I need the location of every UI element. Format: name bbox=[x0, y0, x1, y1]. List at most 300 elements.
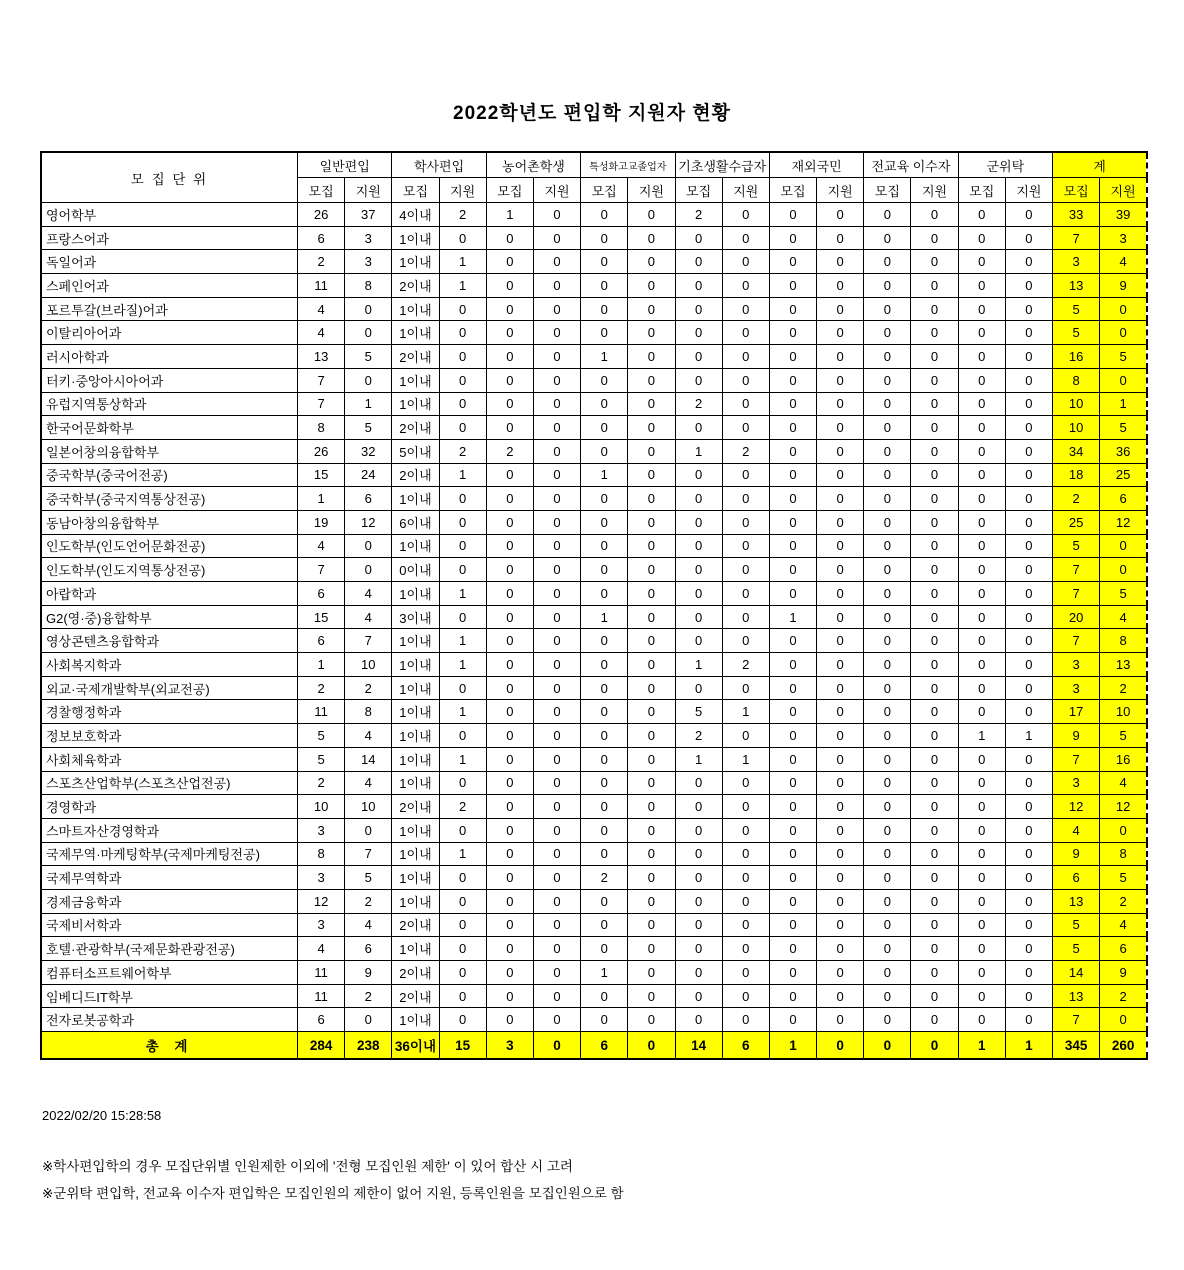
value-cell: 33 bbox=[1053, 203, 1100, 227]
value-cell: 0 bbox=[1005, 700, 1052, 724]
value-cell: 0 bbox=[722, 582, 769, 606]
footnote-bachelor-transfer: ※학사편입학의 경우 모집단위별 인원제한 이외에 '전형 모집인원 제한' 이 있어 합산 시 고려 bbox=[42, 1159, 573, 1175]
footnote-military-transfer: ※군위탁 편입학, 전교육 이수자 편입학은 모집인원의 제한이 없어 지원, 등록인원을 모집인원으로 함 bbox=[42, 1186, 624, 1202]
table-header bbox=[41, 152, 1147, 203]
table-row bbox=[41, 724, 1147, 748]
value-cell: 0 bbox=[769, 747, 816, 771]
value-cell: 0 bbox=[911, 724, 958, 748]
value-cell: 0 bbox=[722, 534, 769, 558]
value-cell: 0 bbox=[769, 274, 816, 298]
value-cell: 0 bbox=[958, 700, 1005, 724]
unit-name-cell: 스포츠산업학부(스포츠산업전공) bbox=[41, 771, 298, 795]
value-cell: 0 bbox=[1005, 961, 1052, 985]
value-cell: 0 bbox=[722, 795, 769, 819]
value-cell: 0 bbox=[345, 1008, 392, 1032]
value-cell: 0 bbox=[864, 439, 911, 463]
value-cell: 0 bbox=[958, 913, 1005, 937]
value-cell: 0 bbox=[439, 416, 486, 440]
value-cell: 0 bbox=[533, 274, 580, 298]
value-cell: 0 bbox=[769, 345, 816, 369]
value-cell: 8 bbox=[298, 416, 345, 440]
value-cell: 0 bbox=[486, 842, 533, 866]
value-cell: 2 bbox=[298, 250, 345, 274]
value-cell: 12 bbox=[1100, 795, 1147, 819]
value-cell: 1이내 bbox=[392, 747, 439, 771]
value-cell: 0 bbox=[769, 866, 816, 890]
value-cell: 1이내 bbox=[392, 297, 439, 321]
table-row bbox=[41, 700, 1147, 724]
value-cell: 0 bbox=[675, 321, 722, 345]
value-cell: 0 bbox=[769, 582, 816, 606]
table-body bbox=[41, 203, 1147, 1060]
value-cell: 15 bbox=[439, 1032, 486, 1060]
sub-header: 지원 bbox=[345, 178, 392, 203]
group-header: 전교육 이수자 bbox=[864, 152, 958, 178]
value-cell: 0 bbox=[864, 842, 911, 866]
value-cell: 3 bbox=[298, 866, 345, 890]
value-cell: 4 bbox=[298, 937, 345, 961]
sub-header: 모집 bbox=[581, 178, 628, 203]
value-cell: 7 bbox=[298, 368, 345, 392]
value-cell: 0 bbox=[628, 889, 675, 913]
value-cell: 0 bbox=[581, 629, 628, 653]
value-cell: 8 bbox=[345, 274, 392, 298]
value-cell: 0 bbox=[722, 937, 769, 961]
value-cell: 1이내 bbox=[392, 368, 439, 392]
value-cell: 10 bbox=[298, 795, 345, 819]
value-cell: 5 bbox=[298, 724, 345, 748]
value-cell: 0 bbox=[581, 795, 628, 819]
value-cell: 0 bbox=[1005, 676, 1052, 700]
group-header: 재외국민 bbox=[769, 152, 863, 178]
value-cell: 0 bbox=[911, 700, 958, 724]
value-cell: 0 bbox=[722, 345, 769, 369]
value-cell: 0 bbox=[1005, 274, 1052, 298]
value-cell: 0 bbox=[958, 463, 1005, 487]
value-cell: 0 bbox=[817, 416, 864, 440]
value-cell: 2 bbox=[486, 439, 533, 463]
value-cell: 0 bbox=[864, 747, 911, 771]
value-cell: 7 bbox=[1053, 1008, 1100, 1032]
value-cell: 0 bbox=[722, 961, 769, 985]
value-cell: 0 bbox=[581, 558, 628, 582]
value-cell: 0 bbox=[769, 463, 816, 487]
value-cell: 0 bbox=[628, 866, 675, 890]
value-cell: 0 bbox=[958, 653, 1005, 677]
value-cell: 0 bbox=[864, 321, 911, 345]
value-cell: 0 bbox=[439, 297, 486, 321]
value-cell: 0 bbox=[1005, 795, 1052, 819]
value-cell: 8 bbox=[1053, 368, 1100, 392]
value-cell: 0 bbox=[675, 866, 722, 890]
value-cell: 1이내 bbox=[392, 724, 439, 748]
table-row bbox=[41, 392, 1147, 416]
value-cell: 0 bbox=[628, 984, 675, 1008]
value-cell: 0 bbox=[722, 676, 769, 700]
group-header: 특성화고교졸업자 bbox=[581, 152, 675, 178]
value-cell: 0 bbox=[911, 321, 958, 345]
value-cell: 10 bbox=[345, 653, 392, 677]
value-cell: 0 bbox=[1005, 487, 1052, 511]
value-cell: 10 bbox=[345, 795, 392, 819]
value-cell: 0 bbox=[769, 534, 816, 558]
unit-name-cell: 한국어문화학부 bbox=[41, 416, 298, 440]
value-cell: 0 bbox=[486, 700, 533, 724]
value-cell: 0 bbox=[722, 368, 769, 392]
value-cell: 0 bbox=[533, 582, 580, 606]
value-cell: 13 bbox=[1100, 653, 1147, 677]
value-cell: 0 bbox=[439, 534, 486, 558]
value-cell: 0 bbox=[675, 913, 722, 937]
value-cell: 0 bbox=[911, 368, 958, 392]
value-cell: 0 bbox=[345, 558, 392, 582]
value-cell: 3 bbox=[345, 226, 392, 250]
value-cell: 0 bbox=[722, 226, 769, 250]
value-cell: 0 bbox=[864, 416, 911, 440]
value-cell: 0 bbox=[958, 321, 1005, 345]
value-cell: 0 bbox=[864, 558, 911, 582]
value-cell: 7 bbox=[345, 842, 392, 866]
value-cell: 0 bbox=[628, 700, 675, 724]
value-cell: 0 bbox=[628, 439, 675, 463]
table-row bbox=[41, 605, 1147, 629]
unit-name-cell: 임베디드IT학부 bbox=[41, 984, 298, 1008]
table-row bbox=[41, 368, 1147, 392]
table-row bbox=[41, 345, 1147, 369]
value-cell: 0 bbox=[769, 439, 816, 463]
value-cell: 0 bbox=[581, 274, 628, 298]
value-cell: 0 bbox=[581, 913, 628, 937]
value-cell: 5 bbox=[1100, 416, 1147, 440]
value-cell: 25 bbox=[1053, 510, 1100, 534]
value-cell: 1이내 bbox=[392, 1008, 439, 1032]
value-cell: 0 bbox=[628, 582, 675, 606]
value-cell: 0 bbox=[675, 605, 722, 629]
table-row bbox=[41, 889, 1147, 913]
value-cell: 0 bbox=[675, 297, 722, 321]
value-cell: 13 bbox=[1053, 889, 1100, 913]
value-cell: 0 bbox=[628, 676, 675, 700]
value-cell: 0 bbox=[911, 487, 958, 511]
value-cell: 0 bbox=[911, 629, 958, 653]
value-cell: 0 bbox=[486, 250, 533, 274]
value-cell: 0 bbox=[911, 297, 958, 321]
value-cell: 3 bbox=[345, 250, 392, 274]
value-cell: 0 bbox=[722, 321, 769, 345]
unit-name-cell: 사회체육학과 bbox=[41, 747, 298, 771]
value-cell: 0 bbox=[581, 487, 628, 511]
value-cell: 6이내 bbox=[392, 510, 439, 534]
value-cell: 0 bbox=[533, 795, 580, 819]
value-cell: 0 bbox=[533, 416, 580, 440]
value-cell: 0 bbox=[675, 487, 722, 511]
value-cell: 2이내 bbox=[392, 961, 439, 985]
value-cell: 19 bbox=[298, 510, 345, 534]
value-cell: 0 bbox=[1005, 984, 1052, 1008]
unit-name-cell: 컴퓨터소프트웨어학부 bbox=[41, 961, 298, 985]
value-cell: 0 bbox=[817, 676, 864, 700]
sub-header: 모집 bbox=[958, 178, 1005, 203]
table-row bbox=[41, 913, 1147, 937]
value-cell: 0 bbox=[722, 889, 769, 913]
value-cell: 0 bbox=[533, 961, 580, 985]
value-cell: 0 bbox=[958, 368, 1005, 392]
value-cell: 0 bbox=[1005, 582, 1052, 606]
value-cell: 14 bbox=[675, 1032, 722, 1060]
value-cell: 3 bbox=[1053, 676, 1100, 700]
value-cell: 7 bbox=[1053, 558, 1100, 582]
value-cell: 0 bbox=[911, 961, 958, 985]
value-cell: 0 bbox=[1005, 913, 1052, 937]
value-cell: 0 bbox=[486, 534, 533, 558]
value-cell: 0 bbox=[958, 582, 1005, 606]
value-cell: 0 bbox=[439, 961, 486, 985]
value-cell: 0 bbox=[581, 321, 628, 345]
table-row bbox=[41, 676, 1147, 700]
value-cell: 0 bbox=[486, 582, 533, 606]
value-cell: 0 bbox=[439, 487, 486, 511]
value-cell: 1 bbox=[722, 747, 769, 771]
value-cell: 1 bbox=[675, 747, 722, 771]
value-cell: 0 bbox=[581, 510, 628, 534]
value-cell: 1 bbox=[439, 463, 486, 487]
value-cell: 0 bbox=[817, 534, 864, 558]
value-cell: 0 bbox=[958, 818, 1005, 842]
value-cell: 0 bbox=[958, 534, 1005, 558]
unit-name-cell: 총 계 bbox=[41, 1032, 298, 1060]
value-cell: 0 bbox=[628, 629, 675, 653]
value-cell: 6 bbox=[1100, 487, 1147, 511]
value-cell: 0 bbox=[439, 368, 486, 392]
value-cell: 238 bbox=[345, 1032, 392, 1060]
value-cell: 0 bbox=[817, 771, 864, 795]
value-cell: 0 bbox=[486, 297, 533, 321]
total-row bbox=[41, 1032, 1147, 1060]
value-cell: 0 bbox=[1005, 818, 1052, 842]
value-cell: 36이내 bbox=[392, 1032, 439, 1060]
value-cell: 1이내 bbox=[392, 534, 439, 558]
value-cell: 16 bbox=[1100, 747, 1147, 771]
value-cell: 0 bbox=[864, 676, 911, 700]
value-cell: 0 bbox=[1005, 510, 1052, 534]
unit-name-cell: 국제무역학과 bbox=[41, 866, 298, 890]
value-cell: 0 bbox=[722, 297, 769, 321]
value-cell: 5 bbox=[1053, 937, 1100, 961]
unit-name-cell: 국제비서학과 bbox=[41, 913, 298, 937]
value-cell: 0 bbox=[817, 558, 864, 582]
value-cell: 7 bbox=[1053, 582, 1100, 606]
value-cell: 0 bbox=[628, 818, 675, 842]
value-cell: 0 bbox=[533, 558, 580, 582]
value-cell: 0 bbox=[533, 937, 580, 961]
value-cell: 1 bbox=[581, 605, 628, 629]
value-cell: 0 bbox=[769, 961, 816, 985]
value-cell: 0 bbox=[958, 226, 1005, 250]
value-cell: 0 bbox=[1100, 534, 1147, 558]
value-cell: 0 bbox=[628, 842, 675, 866]
value-cell: 2 bbox=[1100, 676, 1147, 700]
value-cell: 0 bbox=[439, 1008, 486, 1032]
value-cell: 0 bbox=[1005, 605, 1052, 629]
value-cell: 17 bbox=[1053, 700, 1100, 724]
value-cell: 0 bbox=[864, 297, 911, 321]
value-cell: 0 bbox=[769, 392, 816, 416]
value-cell: 0 bbox=[864, 937, 911, 961]
value-cell: 0 bbox=[817, 984, 864, 1008]
value-cell: 4 bbox=[345, 605, 392, 629]
value-cell: 0 bbox=[628, 1008, 675, 1032]
value-cell: 1 bbox=[298, 653, 345, 677]
table-row bbox=[41, 795, 1147, 819]
value-cell: 1 bbox=[769, 605, 816, 629]
value-cell: 0 bbox=[911, 937, 958, 961]
value-cell: 3 bbox=[1100, 226, 1147, 250]
unit-name-cell: 국제무역·마케팅학부(국제마케팅전공) bbox=[41, 842, 298, 866]
sub-header: 모집 bbox=[675, 178, 722, 203]
value-cell: 0 bbox=[1005, 439, 1052, 463]
value-cell: 0 bbox=[1100, 818, 1147, 842]
value-cell: 4 bbox=[1100, 250, 1147, 274]
value-cell: 0 bbox=[817, 345, 864, 369]
value-cell: 11 bbox=[298, 700, 345, 724]
value-cell: 0 bbox=[769, 653, 816, 677]
value-cell: 0 bbox=[581, 203, 628, 227]
value-cell: 4 bbox=[345, 582, 392, 606]
value-cell: 0 bbox=[769, 984, 816, 1008]
value-cell: 0 bbox=[911, 510, 958, 534]
value-cell: 0 bbox=[958, 203, 1005, 227]
value-cell: 0 bbox=[722, 558, 769, 582]
value-cell: 0 bbox=[911, 889, 958, 913]
unit-name-cell: 터키·중앙아시아어과 bbox=[41, 368, 298, 392]
value-cell: 0 bbox=[486, 889, 533, 913]
unit-name-cell: 영상콘텐츠융합학과 bbox=[41, 629, 298, 653]
value-cell: 0 bbox=[486, 605, 533, 629]
value-cell: 0 bbox=[628, 297, 675, 321]
value-cell: 0 bbox=[581, 889, 628, 913]
group-header: 학사편입 bbox=[392, 152, 486, 178]
value-cell: 0 bbox=[533, 866, 580, 890]
value-cell: 0 bbox=[864, 392, 911, 416]
unit-name-cell: 정보보호학과 bbox=[41, 724, 298, 748]
value-cell: 1 bbox=[581, 345, 628, 369]
value-cell: 0 bbox=[864, 700, 911, 724]
value-cell: 0 bbox=[628, 250, 675, 274]
value-cell: 0 bbox=[345, 368, 392, 392]
unit-name-cell: 유럽지역통상학과 bbox=[41, 392, 298, 416]
value-cell: 0 bbox=[533, 605, 580, 629]
value-cell: 0 bbox=[675, 937, 722, 961]
value-cell: 0 bbox=[533, 889, 580, 913]
table-row bbox=[41, 439, 1147, 463]
value-cell: 0 bbox=[817, 961, 864, 985]
value-cell: 0 bbox=[675, 842, 722, 866]
value-cell: 0 bbox=[675, 771, 722, 795]
value-cell: 0 bbox=[817, 653, 864, 677]
value-cell: 0 bbox=[817, 439, 864, 463]
unit-name-cell: 영어학부 bbox=[41, 203, 298, 227]
value-cell: 2이내 bbox=[392, 795, 439, 819]
value-cell: 0 bbox=[911, 416, 958, 440]
value-cell: 0 bbox=[911, 439, 958, 463]
value-cell: 0 bbox=[864, 203, 911, 227]
value-cell: 0 bbox=[1100, 558, 1147, 582]
unit-name-cell: 호텔·관광학부(국제문화관광전공) bbox=[41, 937, 298, 961]
value-cell: 2 bbox=[675, 203, 722, 227]
unit-column-header: 모 집 단 위 bbox=[41, 152, 298, 203]
value-cell: 0 bbox=[628, 345, 675, 369]
value-cell: 0 bbox=[769, 416, 816, 440]
value-cell: 0 bbox=[1005, 297, 1052, 321]
value-cell: 0 bbox=[628, 771, 675, 795]
value-cell: 0 bbox=[864, 771, 911, 795]
footnotes bbox=[42, 1153, 1184, 1207]
value-cell: 0 bbox=[911, 866, 958, 890]
table-row bbox=[41, 487, 1147, 511]
value-cell: 9 bbox=[1100, 274, 1147, 298]
value-cell: 0 bbox=[628, 226, 675, 250]
value-cell: 3 bbox=[1053, 250, 1100, 274]
value-cell: 0 bbox=[439, 558, 486, 582]
value-cell: 15 bbox=[298, 605, 345, 629]
table-row bbox=[41, 629, 1147, 653]
value-cell: 0 bbox=[722, 416, 769, 440]
value-cell: 0 bbox=[722, 913, 769, 937]
value-cell: 0 bbox=[628, 203, 675, 227]
table-row bbox=[41, 984, 1147, 1008]
value-cell: 1 bbox=[439, 653, 486, 677]
value-cell: 0 bbox=[911, 984, 958, 1008]
value-cell: 0 bbox=[628, 416, 675, 440]
value-cell: 0 bbox=[911, 203, 958, 227]
table-row bbox=[41, 510, 1147, 534]
value-cell: 4 bbox=[298, 297, 345, 321]
value-cell: 0 bbox=[533, 226, 580, 250]
value-cell: 0 bbox=[628, 463, 675, 487]
value-cell: 0 bbox=[958, 937, 1005, 961]
value-cell: 0 bbox=[958, 866, 1005, 890]
value-cell: 2 bbox=[439, 439, 486, 463]
value-cell: 2 bbox=[1100, 889, 1147, 913]
value-cell: 0이내 bbox=[392, 558, 439, 582]
value-cell: 0 bbox=[817, 392, 864, 416]
value-cell: 0 bbox=[533, 392, 580, 416]
value-cell: 0 bbox=[628, 795, 675, 819]
value-cell: 0 bbox=[1005, 463, 1052, 487]
value-cell: 1 bbox=[486, 203, 533, 227]
value-cell: 0 bbox=[864, 368, 911, 392]
value-cell: 0 bbox=[533, 747, 580, 771]
value-cell: 0 bbox=[769, 889, 816, 913]
value-cell: 0 bbox=[864, 961, 911, 985]
value-cell: 0 bbox=[1005, 534, 1052, 558]
value-cell: 0 bbox=[675, 629, 722, 653]
value-cell: 0 bbox=[769, 795, 816, 819]
value-cell: 0 bbox=[1005, 416, 1052, 440]
value-cell: 0 bbox=[1005, 345, 1052, 369]
table-row bbox=[41, 842, 1147, 866]
value-cell: 4 bbox=[345, 771, 392, 795]
value-cell: 0 bbox=[628, 913, 675, 937]
value-cell: 0 bbox=[769, 510, 816, 534]
value-cell: 0 bbox=[817, 487, 864, 511]
value-cell: 2 bbox=[439, 795, 486, 819]
value-cell: 0 bbox=[675, 1008, 722, 1032]
value-cell: 9 bbox=[1100, 961, 1147, 985]
value-cell: 0 bbox=[958, 297, 1005, 321]
value-cell: 0 bbox=[911, 274, 958, 298]
value-cell: 3 bbox=[1053, 653, 1100, 677]
